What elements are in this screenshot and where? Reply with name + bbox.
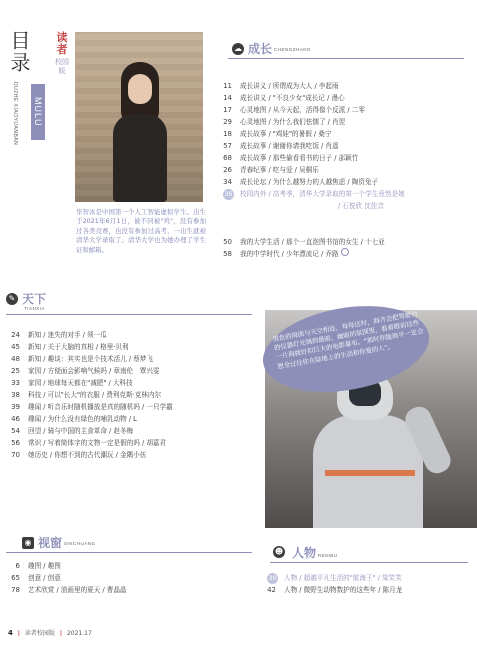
people-section-title: 人物 bbox=[292, 546, 317, 560]
list-item[interactable]: 46 趣闻 / 为什么没有绿色的哺乳动物 / L bbox=[11, 415, 137, 423]
brand-logo: 读者 bbox=[56, 31, 68, 56]
world-section-icon: ✎ bbox=[6, 293, 18, 305]
list-item[interactable]: 29 心灵地图 / 为什么我们怯懦了 / 肖翌 bbox=[223, 118, 346, 126]
vision-section-rule bbox=[6, 552, 252, 553]
camera-icon: ◉ bbox=[22, 537, 34, 549]
quote-text: 黑色的海面与天空相连，每每这时，海齐会把驾驶台的仪器灯光调到最暗，幽暗的氛围里，看着眼前这些一片海就好似巨大的电影幕布。"那时你能海平一定会想全过往你在陆地上的生活和你爱的人"。 bbox=[271, 309, 425, 371]
list-item[interactable]: 26 青春纪事 / 吃与爱 / 吴桐乐 bbox=[223, 166, 319, 174]
list-item[interactable]: 6 趣图 / 趣图 bbox=[15, 562, 61, 570]
growth-list bbox=[218, 80, 468, 212]
list-item[interactable]: 25 家园 / 方便面会影响气候吗 / 章南伦 覃兴雯 bbox=[11, 367, 160, 375]
list-item-featured[interactable]: 30 人物 / 超越平凡生活的"航海王" / 梁笑笑 bbox=[268, 574, 402, 582]
growth-section-title-en: CHENGZHANG bbox=[274, 47, 312, 52]
list-item[interactable]: 42 人物 / 微野生动物数护的这些年 / 陈月龙 bbox=[267, 586, 403, 594]
footer-issue: 2021.17 bbox=[66, 630, 92, 637]
list-item[interactable]: 48 新知 / 趣谈：其实也是个技术活儿 / 蔡梦飞 bbox=[11, 355, 153, 363]
person-icon: ☻ bbox=[274, 547, 284, 556]
list-item[interactable]: 34 成长论坛 / 为什么越努力的人越焦虑 / 陶资兔子 bbox=[223, 178, 379, 186]
page-footer: 4 | 读者校园版 | 2021.17 bbox=[8, 629, 92, 637]
vision-section-title: 视窗 bbox=[38, 536, 63, 550]
brand-mark bbox=[52, 32, 72, 76]
list-item[interactable]: 17 心灵地图 / 从今天起，活得像个反派 / 二零 bbox=[223, 106, 365, 114]
growth-list-more bbox=[218, 236, 468, 260]
growth-section-icon: ☁ bbox=[234, 44, 242, 53]
list-item[interactable]: 11 成长讲义 / 所谓成为大人 / 李起雨 bbox=[223, 82, 339, 90]
list-item[interactable]: 58 我的中学时代 / 少年漂流记 / 乔路 bbox=[218, 248, 468, 260]
world-section-title: 天下 bbox=[22, 292, 47, 306]
list-item[interactable]: 33 家园 / 地球每天都在"减肥" / 大科技 bbox=[11, 379, 133, 387]
list-item[interactable]: 54 回望 / 骑与中国的主食革命 / 赵冬梅 bbox=[11, 427, 134, 435]
world-section-rule bbox=[6, 314, 252, 315]
list-item[interactable]: 38 科技 / 可以"长大"的衣服 / 费利克斯·克林内尔 bbox=[11, 391, 162, 399]
featured-credit: / 石悦欣 沈佳音 bbox=[338, 202, 384, 210]
list-item[interactable]: 14 成长讲义 / "不良少女"成长记 / 漫心 bbox=[223, 94, 345, 102]
toc-title-block bbox=[8, 30, 48, 74]
smile-icon bbox=[341, 248, 349, 256]
toc-title-en: MULU bbox=[31, 84, 45, 140]
page-number: 4 bbox=[8, 629, 13, 637]
toc-title: 目录 bbox=[7, 30, 31, 74]
world-list bbox=[6, 329, 261, 461]
brand-edition: 校园版 bbox=[55, 58, 69, 75]
list-item[interactable]: 24 新知 / 迷失的对手 / 须一瓜 bbox=[11, 331, 107, 339]
list-item[interactable]: 70 她历史 / 你想不到的古代潮玩 / 金隅小伍 bbox=[11, 451, 147, 459]
list-item[interactable]: 18 成长故事 / "鸡娃"的暑假 / 桑宁 bbox=[223, 130, 332, 138]
vision-list bbox=[6, 560, 261, 596]
people-section-rule bbox=[270, 562, 468, 563]
list-item[interactable]: 56 常识 / 写着简体字的文物一定是假的吗 / 胡嘉君 bbox=[11, 439, 167, 447]
growth-section-rule bbox=[228, 58, 464, 59]
footer-brand: 读者校园版 bbox=[24, 630, 55, 637]
world-section-title-en: TIANXIA bbox=[24, 306, 46, 311]
people-section-title-en: RENWU bbox=[318, 553, 338, 558]
list-item[interactable]: 65 创意 / 创意 bbox=[11, 574, 61, 582]
people-list bbox=[262, 572, 474, 596]
list-item[interactable]: 68 成长故事 / 那些偷看看书的日子 / 邵颖竹 bbox=[223, 154, 359, 162]
list-item[interactable]: 57 成长故事 / 谢谢你请我吃饭 / 肖遥 bbox=[223, 142, 339, 150]
growth-section-title: 成长 bbox=[248, 42, 273, 56]
toc-subtitle-en: DUZHE XIAOYUANBAN bbox=[12, 82, 18, 146]
list-item[interactable]: 78 艺术欣赏 / 油画里的夏天 / 曹晶晶 bbox=[11, 586, 127, 594]
list-item[interactable]: 45 新知 / 关于大脑的真相 / 格里·贝利 bbox=[11, 343, 129, 351]
list-item-featured[interactable]: 36 校园内外 / 高考季，清华大学录取的第一个学生竟然是她 bbox=[224, 190, 405, 198]
list-item[interactable]: 39 趣闻 / 听音乐时随机播放是真的随机吗 / 一只学霸 bbox=[11, 403, 173, 411]
vision-section-title-en: SHICHUANG bbox=[64, 541, 96, 546]
cover-photo bbox=[75, 32, 203, 202]
list-item[interactable]: 50 我的大学生活 / 那个一直泡图书馆的女生 / 十七亚 bbox=[223, 238, 385, 246]
cover-caption: 华智冰是中国第一个人工智能虚拟学生。出生于2021年6月1日，被不同被"鸡"，没有参加过各类竞赛，也没有参加过高考，一出生就被清华大学录取了。清华大学也为她办理了学生证和邮箱。 bbox=[76, 208, 206, 254]
